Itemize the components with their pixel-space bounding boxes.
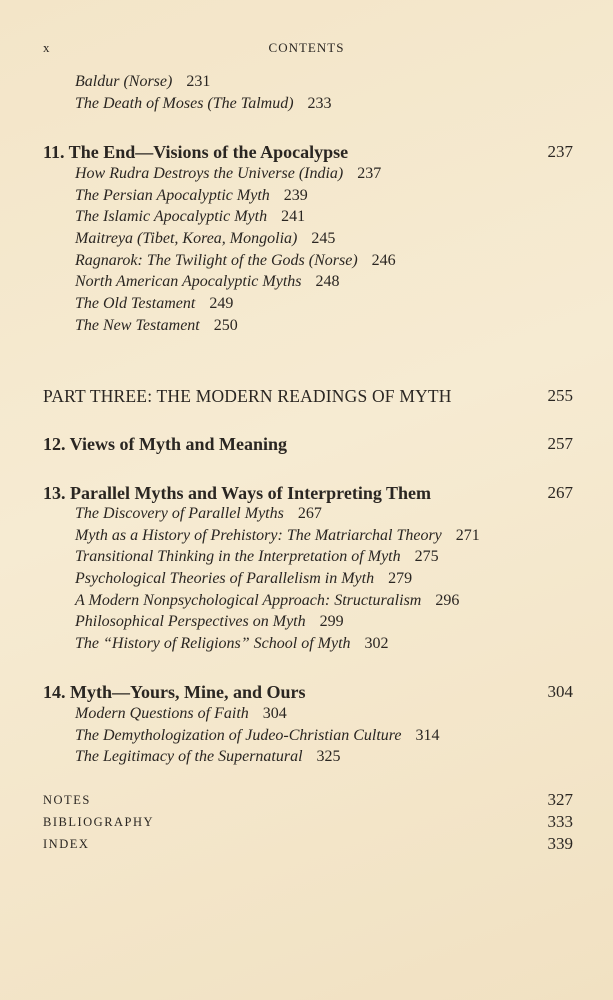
entry-page: 314 (415, 727, 440, 744)
toc-entry (0, 548, 613, 570)
toc-entry (0, 273, 613, 295)
toc-entry (0, 73, 613, 95)
entry-page: 249 (209, 295, 234, 312)
entry-title: A Modern Nonpsychological Approach: Structuralism (75, 592, 422, 609)
entry-title: The Discovery of Parallel Myths (75, 505, 284, 522)
entry-page: 299 (319, 613, 344, 630)
entry-title: The Demythologization of Judeo-Christian Culture (75, 727, 402, 744)
entry-title: Baldur (Norse) (75, 73, 173, 90)
chapter-page: 237 (547, 142, 573, 161)
entry-page: 325 (316, 748, 341, 765)
entry-page: 275 (414, 548, 439, 565)
chapter-page: 304 (547, 682, 573, 701)
back-matter-entry (0, 790, 613, 812)
chapter-title: 13. Parallel Myths and Ways of Interpreting Them (43, 483, 432, 503)
entry-title: Maitreya (Tibet, Korea, Mongolia) (75, 230, 298, 247)
entry-title: The Persian Apocalyptic Myth (75, 187, 270, 204)
chapter-title: 11. The End—Visions of the Apocalypse (43, 142, 349, 162)
toc-entry (0, 527, 613, 549)
toc-entry (0, 705, 613, 727)
page-number: x (43, 40, 51, 55)
entry-title: The Old Testament (75, 295, 196, 312)
entry-page: 296 (435, 592, 460, 609)
toc-entry (0, 208, 613, 230)
toc-entry (0, 727, 613, 749)
part-heading (0, 386, 613, 408)
entry-title: Transitional Thinking in the Interpretation of Myth (75, 548, 401, 565)
toc-entry (0, 187, 613, 209)
entry-page: 271 (455, 527, 480, 544)
back-matter-title: NOTES (43, 793, 91, 807)
entry-title: How Rudra Destroys the Universe (India) (75, 165, 344, 182)
running-header (43, 40, 570, 60)
entry-page: 239 (283, 187, 308, 204)
chapter-heading (0, 483, 613, 505)
entry-page: 237 (357, 165, 382, 182)
toc-entry (0, 165, 613, 187)
toc-entry (0, 570, 613, 592)
toc-entry (0, 230, 613, 252)
back-matter-title: BIBLIOGRAPHY (43, 815, 155, 829)
back-matter-page: 339 (547, 834, 573, 853)
chapter-title: 12. Views of Myth and Meaning (43, 434, 288, 454)
entry-page: 267 (297, 505, 322, 522)
entry-page: 245 (311, 230, 336, 247)
entry-title: Psychological Theories of Parallelism in Myth (75, 570, 375, 587)
entry-title: The Legitimacy of the Supernatural (75, 748, 303, 765)
toc-entry (0, 748, 613, 770)
toc-entry (0, 635, 613, 657)
page-title: CONTENTS (268, 40, 345, 55)
chapter-page: 267 (547, 483, 573, 502)
entry-title: North American Apocalyptic Myths (75, 273, 302, 290)
toc-entry (0, 95, 613, 117)
back-matter-entry (0, 834, 613, 856)
chapter-title: 14. Myth—Yours, Mine, and Ours (43, 682, 306, 702)
entry-page: 304 (262, 705, 287, 722)
entry-title: The Death of Moses (The Talmud) (75, 95, 294, 112)
back-matter-entry (0, 812, 613, 834)
toc-entry (0, 252, 613, 274)
entry-title: Myth as a History of Prehistory: The Matriarchal Theory (75, 527, 442, 544)
toc-entry (0, 317, 613, 339)
toc-entry (0, 592, 613, 614)
entry-title: The “History of Religions” School of Myth (75, 635, 351, 652)
entry-page: 241 (281, 208, 306, 225)
entry-page: 231 (186, 73, 211, 90)
entry-page: 248 (315, 273, 340, 290)
entry-page: 279 (388, 570, 413, 587)
entry-page: 302 (364, 635, 389, 652)
entry-title: Modern Questions of Faith (75, 705, 249, 722)
chapter-heading (0, 142, 613, 164)
entry-title: The Islamic Apocalyptic Myth (75, 208, 268, 225)
entry-title: Philosophical Perspectives on Myth (75, 613, 306, 630)
part-page: 255 (547, 386, 573, 405)
entry-title: Ragnarok: The Twilight of the Gods (Norse) (75, 252, 358, 269)
back-matter-page: 333 (547, 812, 573, 831)
toc-entry (0, 295, 613, 317)
back-matter-title: INDEX (43, 837, 90, 851)
entry-page: 250 (213, 317, 238, 334)
back-matter-page: 327 (547, 790, 573, 809)
entry-page: 233 (307, 95, 332, 112)
toc-entry (0, 505, 613, 527)
toc-entry (0, 613, 613, 635)
chapter-heading (0, 682, 613, 704)
part-title: PART THREE: THE MODERN READINGS OF MYTH (43, 386, 452, 406)
chapter-heading (0, 434, 613, 456)
entry-title: The New Testament (75, 317, 200, 334)
entry-page: 246 (371, 252, 396, 269)
chapter-page: 257 (547, 434, 573, 453)
